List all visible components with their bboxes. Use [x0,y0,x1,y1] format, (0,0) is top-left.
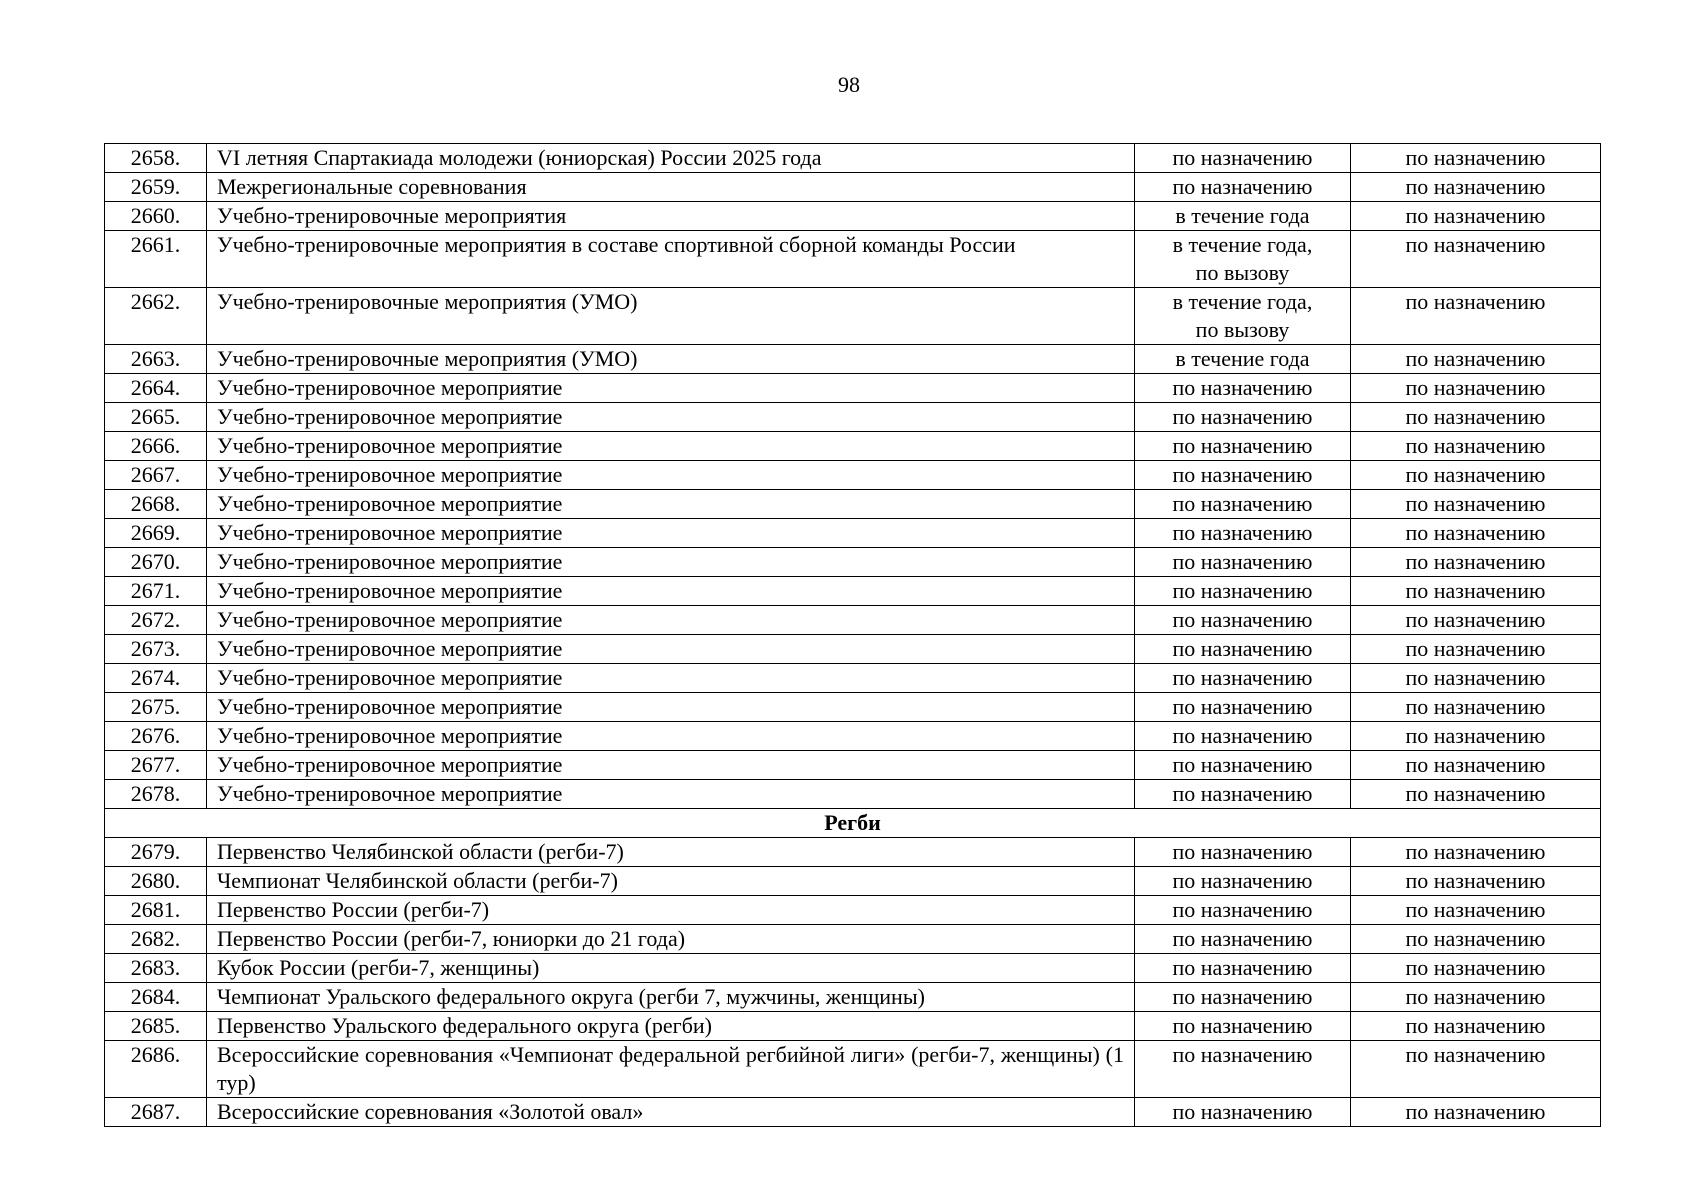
event-venue: по назначению [1351,173,1601,202]
event-venue: по назначению [1351,144,1601,173]
event-name: Чемпионат Челябинской области (регби-7) [207,867,1135,896]
event-dates [1135,202,1351,231]
event-dates [1135,490,1351,519]
row-number: 2673. [105,635,207,664]
table-row [105,838,1601,867]
table-row [105,173,1601,202]
event-name: Учебно-тренировочное мероприятие [207,432,1135,461]
event-dates [1135,838,1351,867]
event-venue: по назначению [1351,288,1601,345]
event-dates [1135,231,1351,288]
row-number: 2672. [105,606,207,635]
event-dates-line: по назначению [1172,752,1313,777]
table-row [105,288,1601,345]
row-number: 2685. [105,1012,207,1041]
row-number: 2679. [105,838,207,867]
row-number: 2674. [105,664,207,693]
event-venue: по назначению [1351,664,1601,693]
event-venue: по назначению [1351,403,1601,432]
event-name: Кубок России (регби-7, женщины) [207,954,1135,983]
event-name: Учебно-тренировочные мероприятия (УМО) [207,345,1135,374]
event-name: Учебно-тренировочное мероприятие [207,635,1135,664]
event-name: Учебно-тренировочное мероприятие [207,577,1135,606]
table-row [105,751,1601,780]
event-dates [1135,1012,1351,1041]
row-number: 2683. [105,954,207,983]
event-dates-line: по назначению [1172,145,1313,170]
event-dates-line: по назначению [1172,491,1313,516]
table-row [105,461,1601,490]
event-dates-line: в течение года, [1172,232,1313,257]
event-dates-line: по назначению [1172,984,1313,1009]
table-row [105,693,1601,722]
row-number: 2687. [105,1098,207,1127]
event-name: Чемпионат Уральского федерального округа (регби 7, мужчины, женщины) [207,983,1135,1012]
table-row [105,202,1601,231]
events-table [104,143,1601,1127]
event-dates [1135,606,1351,635]
row-number: 2664. [105,374,207,403]
row-number: 2671. [105,577,207,606]
event-dates [1135,374,1351,403]
table-row [105,548,1601,577]
event-name: Учебно-тренировочное мероприятие [207,751,1135,780]
table-row [105,577,1601,606]
table-row [105,1041,1601,1098]
row-number: 2667. [105,461,207,490]
table-row [105,1012,1601,1041]
event-dates-line: в течение года [1175,346,1310,371]
event-name: Учебно-тренировочные мероприятия (УМО) [207,288,1135,345]
row-number: 2676. [105,722,207,751]
event-dates-line: по назначению [1172,636,1313,661]
event-dates [1135,983,1351,1012]
event-dates-line: по вызову [1195,260,1290,285]
event-dates [1135,664,1351,693]
event-dates [1135,403,1351,432]
table-row [105,635,1601,664]
event-venue: по назначению [1351,231,1601,288]
row-number: 2686. [105,1041,207,1098]
event-dates-line: по назначению [1172,404,1313,429]
table-row [105,780,1601,809]
event-dates [1135,519,1351,548]
row-number: 2658. [105,144,207,173]
event-name: Учебно-тренировочные мероприятия в составе спортивной сборной команды России [207,231,1135,288]
event-venue: по назначению [1351,693,1601,722]
table-row [105,1098,1601,1127]
event-dates-line: по назначению [1172,839,1313,864]
event-dates-line: по назначению [1172,1042,1313,1067]
events-table-body [105,144,1601,1127]
table-row [105,374,1601,403]
event-dates-line: по назначению [1172,723,1313,748]
row-number: 2663. [105,345,207,374]
row-number: 2670. [105,548,207,577]
table-row [105,144,1601,173]
event-name: Межрегиональные соревнования [207,173,1135,202]
event-venue: по назначению [1351,490,1601,519]
event-dates [1135,925,1351,954]
row-number: 2668. [105,490,207,519]
table-row [105,722,1601,751]
event-venue: по назначению [1351,780,1601,809]
event-dates [1135,548,1351,577]
row-number: 2665. [105,403,207,432]
event-dates-line: по вызову [1195,317,1290,342]
event-dates-line: по назначению [1172,174,1313,199]
event-venue: по назначению [1351,896,1601,925]
event-dates [1135,954,1351,983]
event-name: Учебно-тренировочное мероприятие [207,374,1135,403]
event-dates [1135,722,1351,751]
event-dates [1135,577,1351,606]
event-dates [1135,1098,1351,1127]
event-venue: по назначению [1351,432,1601,461]
event-dates [1135,896,1351,925]
row-number: 2666. [105,432,207,461]
table-row [105,867,1601,896]
event-name: Первенство Уральского федерального округа (регби) [207,1012,1135,1041]
event-dates-line: по назначению [1172,607,1313,632]
table-row [105,925,1601,954]
event-name: Первенство России (регби-7) [207,896,1135,925]
event-name: Всероссийские соревнования «Чемпионат федеральной регбийной лиги» (регби-7, женщины) (1 тур) [207,1041,1135,1098]
event-name: Учебно-тренировочное мероприятие [207,606,1135,635]
table-row [105,519,1601,548]
row-number: 2660. [105,202,207,231]
event-dates-line: по назначению [1172,694,1313,719]
row-number: 2684. [105,983,207,1012]
event-dates-line: по назначению [1172,781,1313,806]
event-venue: по назначению [1351,838,1601,867]
event-venue: по назначению [1351,722,1601,751]
event-venue: по назначению [1351,954,1601,983]
row-number: 2662. [105,288,207,345]
event-dates [1135,635,1351,664]
event-dates-line: по назначению [1172,897,1313,922]
table-row [105,432,1601,461]
event-venue: по назначению [1351,925,1601,954]
event-venue: по назначению [1351,374,1601,403]
table-row [105,664,1601,693]
table-row [105,983,1601,1012]
event-venue: по назначению [1351,867,1601,896]
event-venue: по назначению [1351,983,1601,1012]
row-number: 2661. [105,231,207,288]
row-number: 2682. [105,925,207,954]
event-venue: по назначению [1351,1012,1601,1041]
event-dates-line: по назначению [1172,955,1313,980]
event-name: Первенство Челябинской области (регби-7) [207,838,1135,867]
event-venue: по назначению [1351,1041,1601,1098]
event-dates [1135,693,1351,722]
row-number: 2669. [105,519,207,548]
event-venue: по назначению [1351,548,1601,577]
row-number: 2681. [105,896,207,925]
event-name: Учебно-тренировочное мероприятие [207,403,1135,432]
event-dates [1135,780,1351,809]
table-row [105,345,1601,374]
event-dates-line: в течение года [1175,203,1310,228]
event-name: Учебно-тренировочное мероприятие [207,519,1135,548]
row-number: 2675. [105,693,207,722]
row-number: 2678. [105,780,207,809]
event-name: Учебно-тренировочное мероприятие [207,722,1135,751]
event-dates [1135,288,1351,345]
event-dates [1135,751,1351,780]
event-dates-line: по назначению [1172,868,1313,893]
page-number: 98 [838,72,860,97]
event-dates-line: по назначению [1172,462,1313,487]
event-venue: по назначению [1351,1098,1601,1127]
event-venue: по назначению [1351,577,1601,606]
event-venue: по назначению [1351,202,1601,231]
event-venue: по назначению [1351,461,1601,490]
event-venue: по назначению [1351,751,1601,780]
event-venue: по назначению [1351,519,1601,548]
event-venue: по назначению [1351,345,1601,374]
row-number: 2659. [105,173,207,202]
event-dates-line: по назначению [1172,549,1313,574]
table-row [105,403,1601,432]
event-dates-line: по назначению [1172,665,1313,690]
section-title: Регби [105,809,1601,838]
event-name: Всероссийские соревнования «Золотой овал» [207,1098,1135,1127]
event-dates [1135,345,1351,374]
event-dates [1135,432,1351,461]
event-dates-line: по назначению [1172,926,1313,951]
event-name: Учебно-тренировочное мероприятие [207,780,1135,809]
table-row [105,231,1601,288]
row-number: 2680. [105,867,207,896]
event-name: Учебно-тренировочное мероприятие [207,664,1135,693]
table-row [105,606,1601,635]
event-dates [1135,1041,1351,1098]
event-dates-line: по назначению [1172,433,1313,458]
event-name: VI летняя Спартакиада молодежи (юниорская) России 2025 года [207,144,1135,173]
row-number: 2677. [105,751,207,780]
table-row [105,896,1601,925]
event-dates-line: в течение года, [1172,289,1313,314]
event-dates-line: по назначению [1172,1099,1313,1124]
event-dates [1135,867,1351,896]
event-dates [1135,144,1351,173]
event-name: Учебно-тренировочные мероприятия [207,202,1135,231]
event-dates [1135,173,1351,202]
event-name: Учебно-тренировочное мероприятие [207,490,1135,519]
event-dates [1135,461,1351,490]
section-header-row [105,809,1601,838]
event-dates-line: по назначению [1172,520,1313,545]
table-row [105,954,1601,983]
event-dates-line: по назначению [1172,578,1313,603]
event-name: Учебно-тренировочное мероприятие [207,693,1135,722]
event-venue: по назначению [1351,606,1601,635]
event-venue: по назначению [1351,635,1601,664]
table-row [105,490,1601,519]
event-dates-line: по назначению [1172,375,1313,400]
event-name: Первенство России (регби-7, юниорки до 21 года) [207,925,1135,954]
event-dates-line: по назначению [1172,1013,1313,1038]
event-name: Учебно-тренировочное мероприятие [207,548,1135,577]
event-name: Учебно-тренировочное мероприятие [207,461,1135,490]
